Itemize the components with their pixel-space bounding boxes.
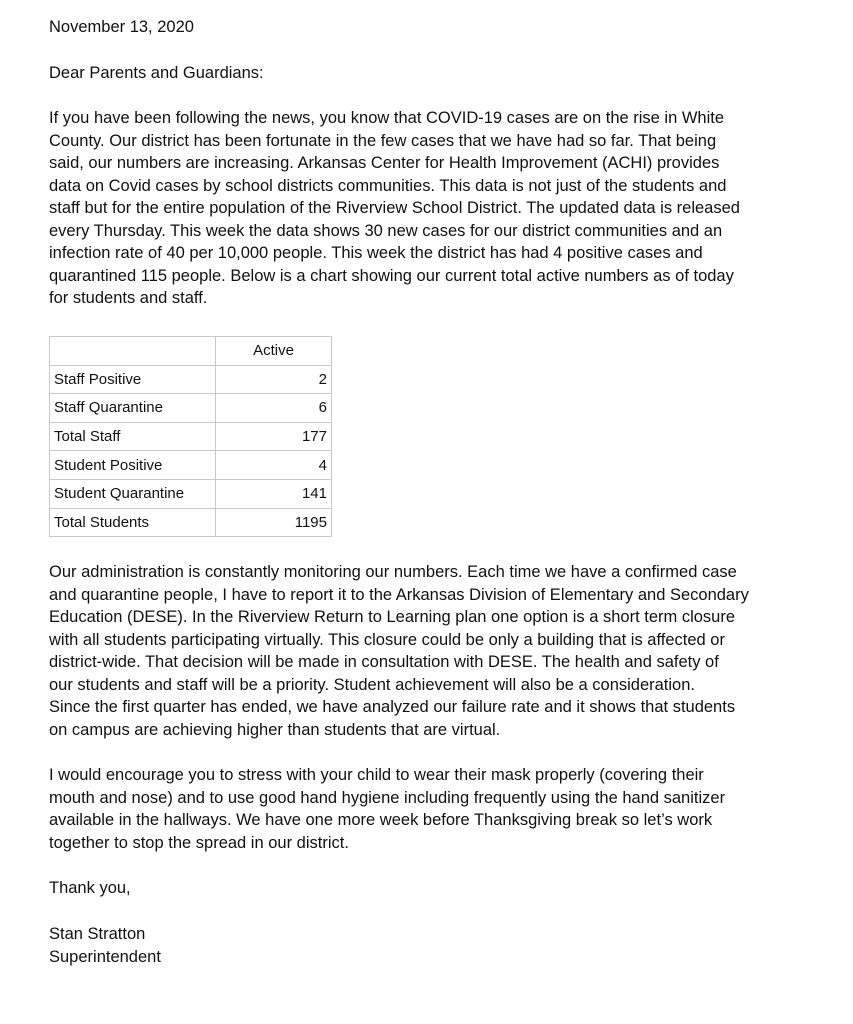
table-row <box>50 365 332 394</box>
paragraph-intro <box>49 107 809 310</box>
row-value: 177 <box>216 422 332 451</box>
salutation: Dear Parents and Guardians: <box>49 64 264 82</box>
table-row <box>50 508 332 537</box>
paragraph-line: infection rate of 40 per 10,000 people. This week the district has had 4 positive cases and <box>49 244 703 262</box>
table-header-empty <box>50 337 216 366</box>
signer-name: Stan Stratton <box>49 925 146 943</box>
row-label: Student Positive <box>50 451 216 480</box>
paragraph-line: If you have been following the news, you know that COVID-19 cases are on the rise in White <box>49 109 725 127</box>
paragraph-line: quarantined 115 people. Below is a chart showing our current total active numbers as of today <box>49 266 734 285</box>
row-value: 4 <box>216 451 332 480</box>
paragraph-line: said, our numbers are increasing. Arkansas Center for Health Improvement (ACHI) provides <box>49 154 720 172</box>
paragraph-line: and quarantine people, I have to report it to the Arkansas Division of Elementary and Secondary <box>49 585 749 604</box>
table-header-row <box>50 337 332 366</box>
paragraph-line: County. Our district has been fortunate in the few cases that we have had so far. That being <box>49 131 717 150</box>
paragraph-line: district-wide. That decision will be made in consultation with DESE. The health and safety of <box>49 653 719 671</box>
paragraph-line: available in the hallways. We have one more week before Thanksgiving break so let’s work <box>49 811 713 829</box>
table-row <box>50 422 332 451</box>
table-row <box>50 451 332 480</box>
paragraph-line: our students and staff will be a priority. Student achievement will also be a consideration. <box>49 675 695 694</box>
row-value: 1195 <box>216 508 332 537</box>
paragraph-line: Education (DESE). In the Riverview Return to Learning plan one option is a short term closure <box>49 608 736 626</box>
paragraph-line: for students and staff. <box>49 289 208 307</box>
row-label: Total Students <box>50 508 216 537</box>
row-value: 2 <box>216 365 332 394</box>
row-label: Staff Positive <box>50 365 216 394</box>
row-value: 141 <box>216 479 332 508</box>
table-row <box>50 394 332 423</box>
paragraph-line: data on Covid cases by school districts communities. This data is not just of the students and <box>49 176 727 195</box>
paragraph-line: together to stop the spread in our district. <box>49 833 349 852</box>
letter-date: November 13, 2020 <box>49 18 194 36</box>
paragraph-line: mouth and nose) and to use good hand hygiene including frequently using the hand sanitizer <box>49 788 726 807</box>
table-row <box>50 479 332 508</box>
paragraph-line: Our administration is constantly monitoring our numbers. Each time we have a confirmed case <box>49 563 737 581</box>
paragraph-administration <box>49 561 809 741</box>
paragraph-line: on campus are achieving higher than students that are virtual. <box>49 720 501 739</box>
row-label: Total Staff <box>50 422 216 451</box>
row-value: 6 <box>216 394 332 423</box>
paragraph-line: staff but for the entire population of the Riverview School District. The updated data is released <box>49 199 740 217</box>
paragraph-line: I would encourage you to stress with your child to wear their mask properly (covering their <box>49 766 704 784</box>
paragraph-line: every Thursday. This week the data shows 30 new cases for our district communities and an <box>49 221 723 240</box>
paragraph-line: with all students participating virtually. This closure could be only a building that is affected or <box>49 630 725 649</box>
row-label: Student Quarantine <box>50 479 216 508</box>
signer-title: Superintendent <box>49 948 161 966</box>
paragraph-encouragement <box>49 764 809 854</box>
row-label: Staff Quarantine <box>50 394 216 423</box>
closing: Thank you, <box>49 879 131 897</box>
active-cases-table <box>49 336 332 537</box>
table-header-active: Active <box>216 337 332 366</box>
paragraph-line: Since the first quarter has ended, we have analyzed our failure rate and it shows that students <box>49 698 736 716</box>
